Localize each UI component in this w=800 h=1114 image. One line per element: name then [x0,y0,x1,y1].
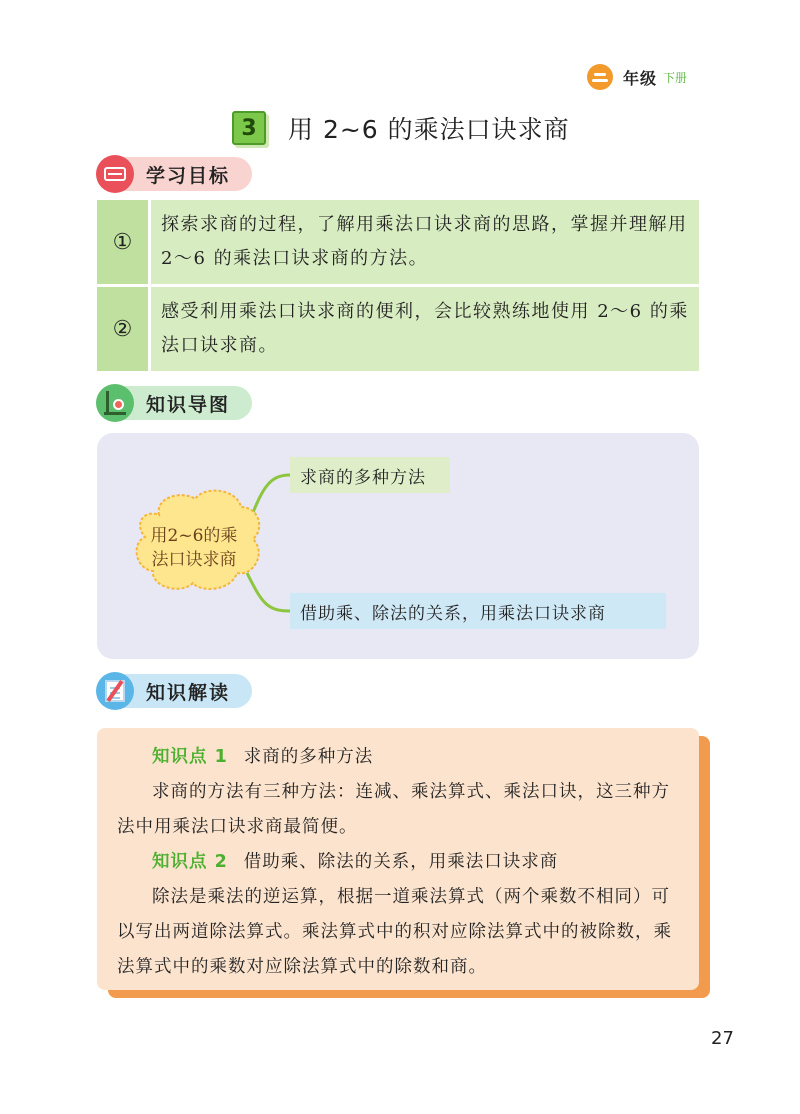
lesson-number-badge: 3 [232,111,266,145]
objective-row [97,287,699,371]
flask-icon [96,384,134,422]
objective-text: 感受利用乘法口诀求商的便利，会比较熟练地使用 2～6 的乘法口诀求商。 [161,301,689,356]
interpretation-card [97,728,699,990]
objectives-table [97,200,699,374]
section-mindmap-title: 知识导图 [116,386,252,420]
knowledge-point-title: 求商的多种方法 [243,747,374,767]
mind-map-center-line: 法口诀求商 [151,550,237,570]
notepad-pencil-icon [96,672,134,710]
section-objectives-header [96,155,252,193]
section-mindmap-header [96,384,252,422]
section-interpretation-title: 知识解读 [116,674,252,708]
book-icon [96,155,134,193]
knowledge-point-label: 知识点 2 [152,852,228,872]
mind-map-center-line: 用2~6的乘 [150,526,238,546]
section-objectives-title: 学习目标 [116,157,252,191]
knowledge-point-label: 知识点 1 [152,747,228,767]
mind-map-center-node [133,501,255,595]
objective-row [97,200,699,284]
section-interpretation-header [96,672,252,710]
lesson-title-text: 用 2~6 的乘法口诀求商 [288,115,570,144]
grade-disc-icon [587,64,613,90]
knowledge-point-text: 除法是乘法的逆运算，根据一道乘法算式（两个乘数不相同）可以写出两道除法算式。乘法算式中的积对应除法算式中的被除数，乘法算式中的乘数对应除法算式中的除数和商。 [117,887,672,977]
knowledge-point-title: 借助乘、除法的关系，用乘法口诀求商 [243,852,559,872]
objective-number: ① [97,200,151,284]
knowledge-point-heading [117,845,679,880]
objective-number: ② [97,287,151,371]
objective-text: 探索求商的过程，了解用乘法口诀求商的思路，掌握并理解用 2～6 的乘法口诀求商的方法。 [161,214,688,269]
knowledge-point-text: 求商的方法有三种方法：连减、乘法算式、乘法口诀，这三种方法中用乘法口诀求商最简便。 [117,782,670,837]
grade-badge [587,64,687,90]
mind-map [97,433,699,659]
mind-map-branch-node: 借助乘、除法的关系，用乘法口诀求商 [290,593,666,629]
lesson-title [232,110,570,146]
volume-label: 下册 [663,70,688,85]
page-number: 27 [711,1028,734,1049]
mind-map-branch-node: 求商的多种方法 [290,457,450,493]
grade-label: 年级 [623,68,658,88]
knowledge-point-heading [117,740,679,775]
